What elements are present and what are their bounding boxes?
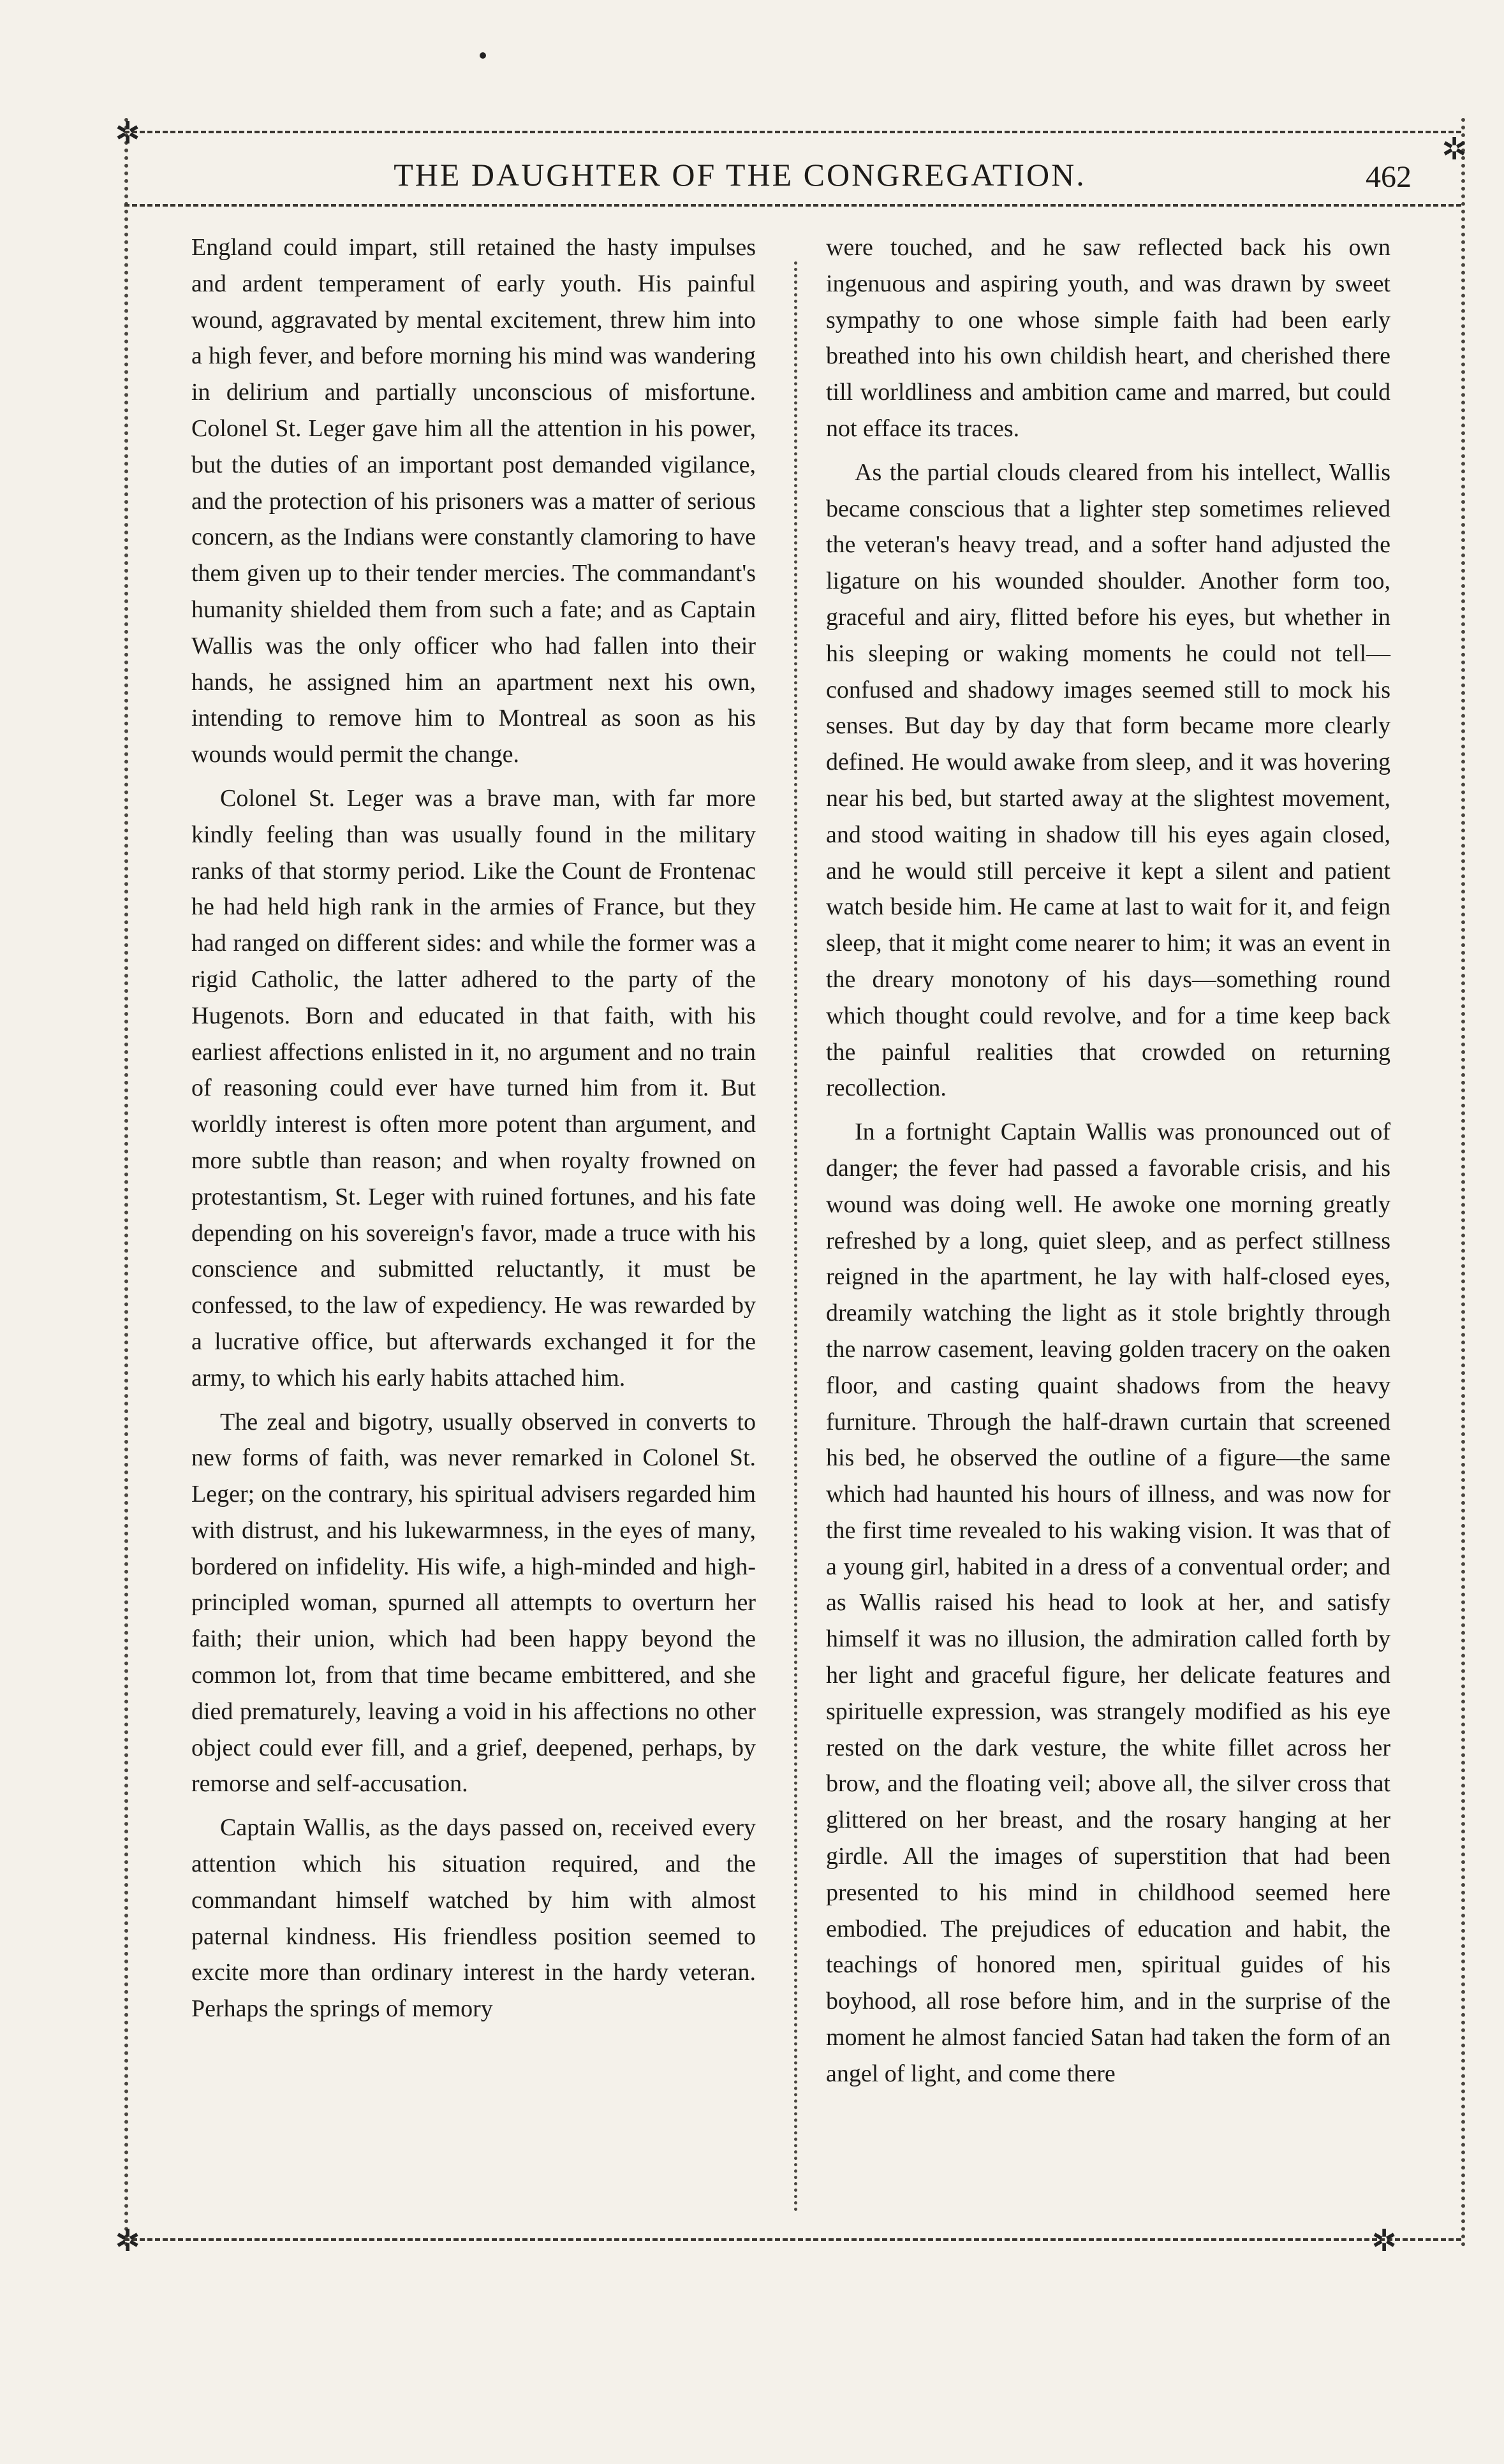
corner-ornament-icon: ✲ — [115, 2223, 141, 2259]
paragraph: England could impart, still retained the hasty impulses and ardent temperament of early youth. His painful wound, aggravated by mental excitement, threw him into a high fever, and before morning his mind was wandering in delirium and partially unconscious of misfortune. Colonel St. Leger gave him all the attention in his power, but the duties of an important post demanded vigilance, and the protection of his prisoners was a matter of serious concern, as the Indians were constantly clamoring to have them given up to their tender mercies. The commandant's humanity shielded them from such a fate; and as Captain Wallis was the only officer who had fallen into their hands, he assigned him an apartment next his own, intending to remove him to Montreal as soon as his wounds would permit the change. — [191, 234, 756, 768]
paragraph: As the partial clouds cleared from his intellect, Wallis became conscious that a lighter step sometimes relieved the veteran's heavy tread, and a softer hand adjusted the ligature on his wounded shoulder. Another form too, graceful and airy, flitted before his eyes, but whether in his sleeping or waking moments he could not tell—confused and shadowy images seemed still to mock his senses. But day by day that form became more clearly defined. He would awake from sleep, and it was hovering near his bed, but started away at the slightest movement, and stood waiting in shadow till his eyes again closed, and he would still perceive it kept a silent and patient watch beside him. He came at last to wait for it, and feign sleep, that it might come nearer to him; it was an event in the dreary monotony of his days—something round which thought could revolve, and for a time keep back the painful realities that crowded on returning recollection. — [826, 458, 1390, 1102]
running-title: THE DAUGHTER OF THE CONGREGATION. — [394, 157, 1086, 193]
paragraph: Colonel St. Leger was a brave man, with far more kindly feeling than was usually found in the military ranks of that stormy period. Like the Count de Frontenac he had held high rank in the armies of France, but they had ranged on different sides: and while the former was a rigid Catholic, the latter adhered to the party of the Hugenots. Born and educated in that faith, with his earliest affections enlisted in it, no argument and no train of reasoning could ever have turned him from it. But worldly interest is often more potent than argument, and more subtle than reason; and when royalty frowned on protestantism, St. Leger with ruined fortunes, and his fate depending on his sovereign's favor, made a truce with his conscience and submitted reluctantly, it must be confessed, to the law of expediency. He was rewarded by a lucrative office, but afterwards exchanged it for the army, to which his early habits attached him. — [191, 784, 756, 1391]
page-number: 462 — [1366, 160, 1412, 194]
header-ornamental-rule — [124, 204, 1461, 213]
right-text-column — [826, 230, 1390, 2100]
paragraph: The zeal and bigotry, usually observed in converts to new forms of faith, was never remarked in Colonel St. Leger; on the contrary, his spiritual advisers regarded him with distrust, and his lukewarmness, in the eyes of many, bordered on infidelity. His wife, a high-minded and high-principled woman, spurned all attempts to overturn her faith; their union, which had been happy beyond the common lot, from that time became embittered, and she died prematurely, leaving a void in his affections no other object could ever fill, and a grief, deepened, perhaps, by remorse and self-accusation. — [191, 1408, 756, 1798]
paragraph: In a fortnight Captain Wallis was pronounced out of danger; the fever had passed a favorable crisis, and his wound was doing well. He awoke one morning greatly refreshed by a long, quiet sleep, and as perfect stillness reigned in the apartment, he lay with half-closed eyes, dreamily watching the light as it stole brightly through the narrow casement, leaving golden tracery on the oaken floor, and casting quaint shadows from the heavy furniture. Through the half-drawn curtain that screened his bed, he observed the outline of a figure—the same which had haunted his hours of illness, and was now for the first time revealed to his waking vision. It was that of a young girl, habited in a dress of a conventual order; and as Wallis raised his head to look at her, and satisfy himself it was no illusion, the admiration called forth by her light and graceful figure, her delicate features and spirituelle expression, was strangely modified as his eye rested on the dark vesture, the white fillet across her brow, and the floating veil; above all, the silver cross that glittered on her breast, and the rosary hanging at her girdle. All the images of superstition that had been presented to his mind in childhood seemed here embodied. The prejudices of education and habit, the teachings of honored men, spiritual guides of his boyhood, all rose before him, and in the surprise of the moment he almost fancied Satan had taken the form of an angel of light, and come there — [826, 1118, 1390, 2087]
top-ornamental-rule — [124, 131, 1461, 140]
column-divider — [794, 261, 797, 2213]
paragraph: were touched, and he saw reflected back his own ingenuous and aspiring youth, and was drawn by sweet sympathy to one whose simple faith had been early breathed into his own childish heart, and cherished there till worldliness and ambition came and marred, but could not efface its traces. — [826, 234, 1390, 442]
corner-ornament-icon: ✲ — [1441, 131, 1468, 167]
corner-ornament-icon: ✲ — [115, 115, 141, 151]
corner-ornament-icon: ✲ — [1371, 2223, 1397, 2259]
bottom-ornamental-rule — [124, 2238, 1461, 2247]
left-text-column — [191, 230, 756, 2035]
paragraph: Captain Wallis, as the days passed on, received every attention which his situation required, and the commandant himself watched by him with almost paternal kindness. His friendless position seemed to excite more than ordinary interest in the hardy veteran. Perhaps the springs of memory — [191, 1814, 756, 2023]
ink-fleck — [480, 52, 486, 59]
